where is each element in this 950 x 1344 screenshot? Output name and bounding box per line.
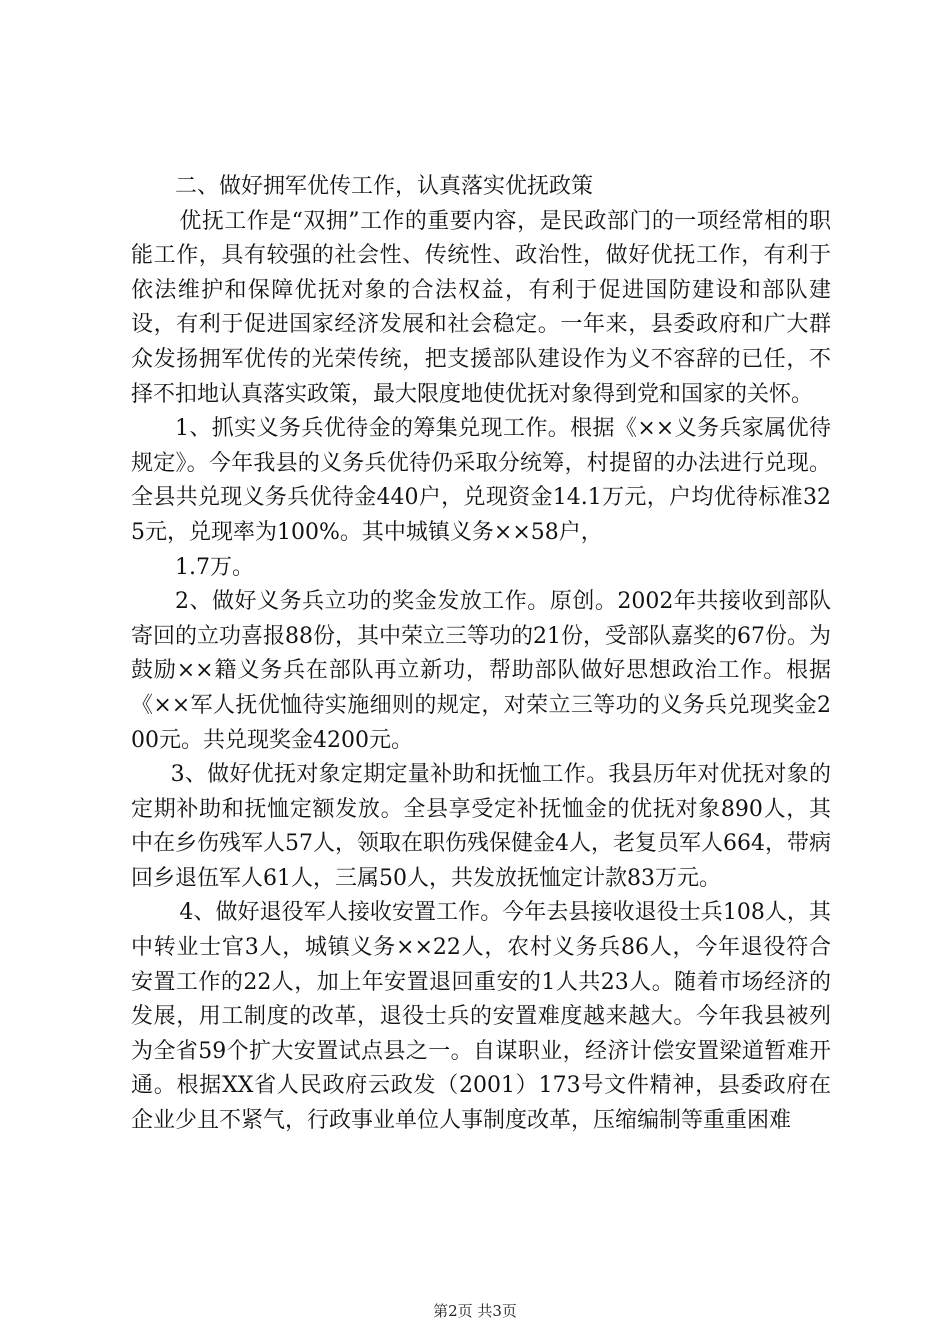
paragraph-item-3: 3、做好优抚对象定期定量补助和抚恤工作。我县历年对优抚对象的定期补助和抚恤定额发放。全县享受定补抚恤金的优抚对象890人，其中在乡伤残军人57人，领取在职伤残保健金4人，老复员军人664，带病回乡退伍军人61人，三属50人，共发放抚恤定计款83万元。 [131,762,831,891]
page-number-footer: 第2页 共3页 [433,1302,517,1320]
paragraph-item-4: 4、做好退役军人接收安置工作。今年去县接收退役士兵108人，其中转业士官3人，城镇义务××22人，农村义务兵86人，今年退役符合安置工作的22人，加上年安置退回重安的1人共23人。随着市场经济的发展，用工制度的改革，退役士兵的安置难度越来越大。今年我县被列为全省59个扩大安置试点县之一。自谋职业，经济计偿安置梁道暂难开通。根据XX省人民政府云政发（2001）173号文件精神，县委政府在企业少且不紧气，行政事业单位人事制度改革，压缩编制等重重困难 [131,900,831,1134]
paragraph-item-2: 2、做好义务兵立功的奖金发放工作。原创。2002年共接收到部队寄回的立功喜报88份，其中荣立三等功的21份，受部队嘉奖的67份。为鼓励××籍义务兵在部队再立新功，帮助部队做好思想政治工作。根据《××军人抚优恤待实施细则的规定，对荣立三等功的义务兵兑现奖金200元。共兑现奖金4200元。 [131,589,831,753]
document-body [131,170,831,1139]
section-heading: 二、做好拥军优传工作，认真落实优抚政策 [175,174,594,199]
paragraph-item-1-continued: 1.7万。 [175,554,254,580]
paragraph-intro: 优抚工作是“双拥”工作的重要内容，是民政部门的一项经常相的职能工作，具有较强的社会性、传统性、政治性，做好优抚工作，有利于依法维护和保障优抚对象的合法权益，有利于促进国防建设和部队建设，有利于促进国家经济发展和社会稳定。一年来，县委政府和广大群众发扬拥军优传的光荣传统，把支援部队建设作为义不容辞的已任，不择不扣地认真落实政策，最大限度地使优抚对象得到党和国家的关怀。 [131,208,831,407]
paragraph-item-1: 1、抓实义务兵优待金的筹集兑现工作。根据《××义务兵家属优待规定》。今年我县的义务兵优待仍采取分统筹，村提留的办法进行兑现。全县共兑现义务兵优待金440户，兑现资金14.1万元，户均优待标准325元，兑现率为100%。其中城镇义务××58户， [131,416,831,545]
